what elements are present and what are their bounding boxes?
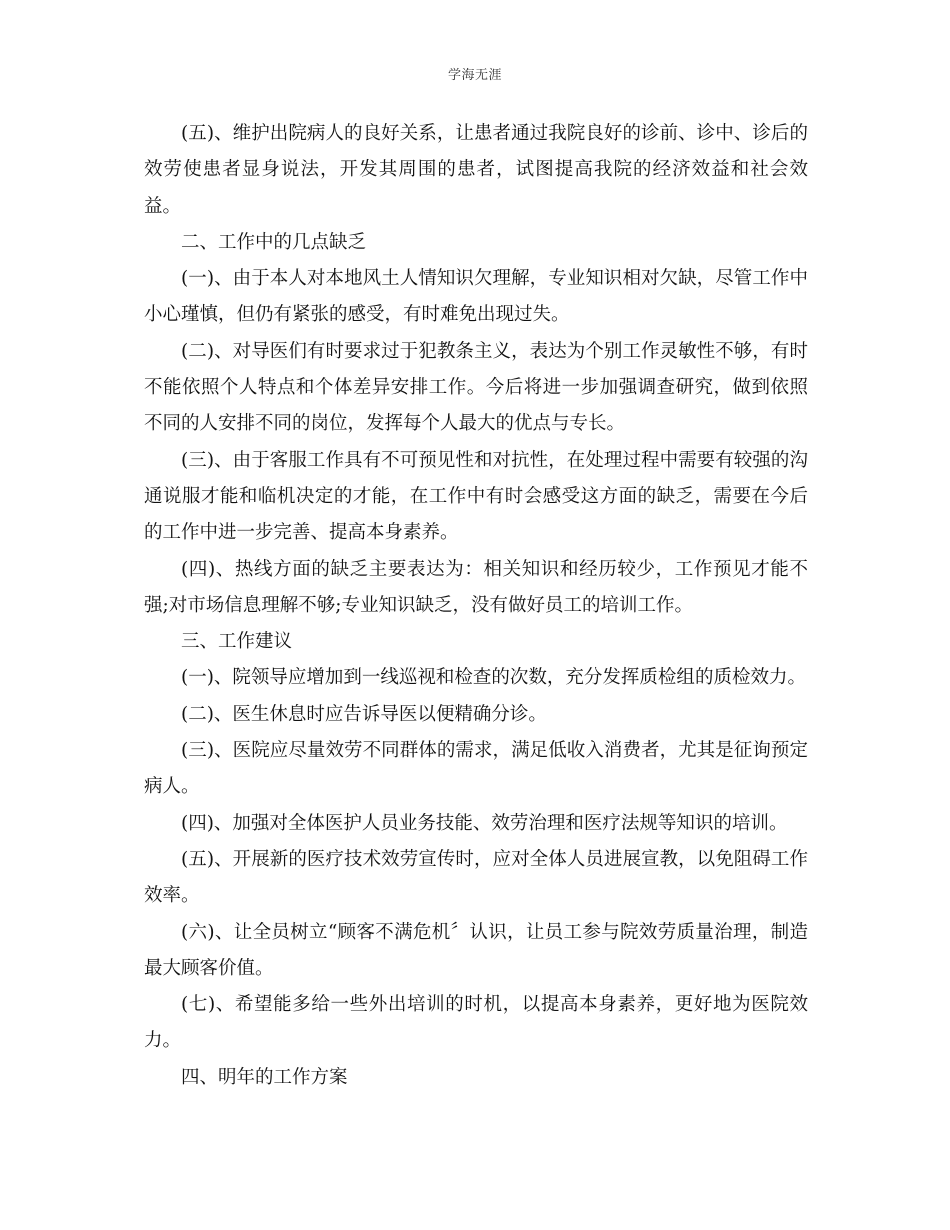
paragraph: (一)、院领导应增加到一线巡视和检查的次数，充分发挥质检组的质检效力。 (181, 667, 806, 689)
paragraph: (七)、希望能多给一些外出培训的时机，以提高本身素养，更好地为医院效力。 (144, 994, 808, 1052)
section-heading: 四、明年的工作方案 (181, 1066, 348, 1088)
paragraph: (二)、医生休息时应告诉导医以便精确分诊。 (181, 703, 547, 725)
section-heading: 三、工作建议 (181, 631, 293, 653)
paragraph: (四)、加强对全体医护人员业务技能、效劳治理和医疗法规等知识的培训。 (181, 812, 788, 834)
section-heading: 二、工作中的几点缺乏 (181, 231, 367, 253)
paragraph: (六)、让全员树立“顾客不满危机〞认识，让员工参与院效劳质量治理，制造最大顾客价值。 (144, 921, 808, 979)
paragraph: (二)、对导医们有时要求过于犯教条主义，表达为个别工作灵敏性不够，有时不能依照个人特点和个体差异安排工作。今后将进一步加强调查研究，做到依照不同的人安排不同的岗位，发挥每个人最大的优点与专长。 (144, 340, 808, 435)
paragraph: (一)、由于本人对本地风土人情知识欠理解，专业知识相对欠缺，尽管工作中小心瑾慎，但仍有紧张的感受，有时难免出现过失。 (144, 268, 808, 326)
page-header: 学海无涯 (447, 68, 502, 83)
document-body (144, 116, 808, 1096)
paragraph: (四)、热线方面的缺乏主要表达为：相关知识和经历较少，工作预见才能不强;对市场信息理解不够;专业知识缺乏，没有做好员工的培训工作。 (144, 558, 808, 616)
paragraph: (三)、医院应尽量效劳不同群体的需求，满足低收入消费者，尤其是征询预定病人。 (144, 740, 808, 798)
paragraph: (五)、开展新的医疗技术效劳宣传时，应对全体人员进展宣教，以免阻碍工作效率。 (144, 848, 808, 907)
paragraph: (五)、维护出院病人的良好关系，让患者通过我院良好的诊前、诊中、诊后的效劳使患者显身说法，开发其周围的患者，试图提高我院的经济效益和社会效益。 (144, 123, 808, 217)
paragraph: (三)、由于客服工作具有不可预见性和对抗性，在处理过程中需要有较强的沟通说服才能和临机决定的才能，在工作中有时会感受这方面的缺乏，需要在今后的工作中进一步完善、提高本身素养。 (144, 449, 808, 544)
